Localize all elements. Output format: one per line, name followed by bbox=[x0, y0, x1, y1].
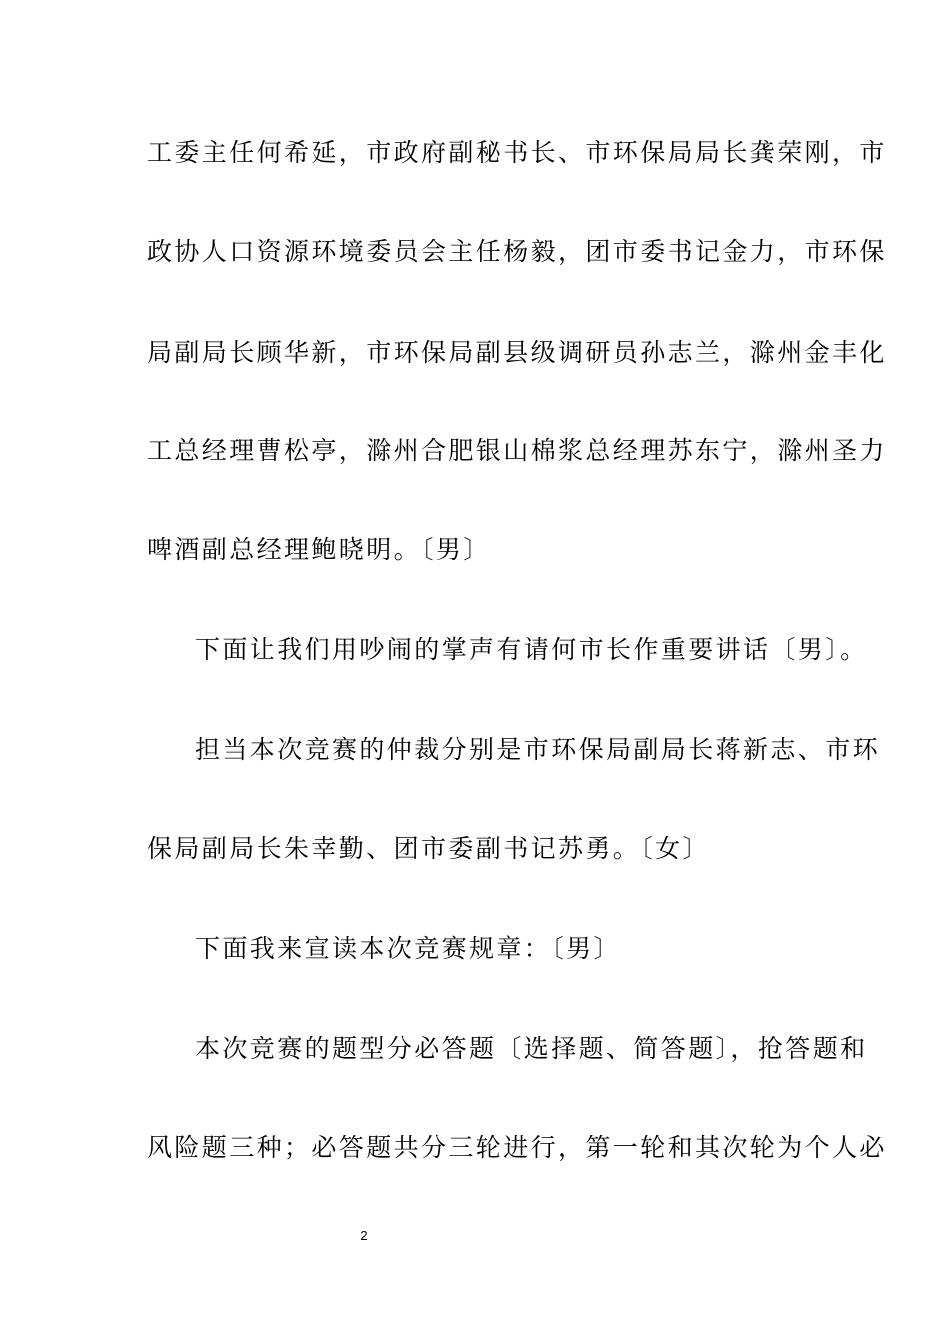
text-line: 保局副局长朱幸勤、团市委副书记苏勇。〔女〕 bbox=[147, 834, 710, 863]
text-line: 工总经理曹松亭，滁州合肥银山棉浆总经理苏东宁，滁州圣力 bbox=[147, 436, 887, 465]
text-line: 政协人口资源环境委员会主任杨毅，团市委书记金力，市环保 bbox=[147, 237, 887, 266]
paragraph-first-line: 担当本次竞赛的仲裁分别是市环保局副局长蒋新志、市环 bbox=[195, 735, 881, 764]
paragraph-first-line: 本次竞赛的题型分必答题〔选择题、简答题〕，抢答题和 bbox=[195, 1034, 868, 1063]
page-number: 2 bbox=[360, 1228, 368, 1243]
text-line: 风险题三种；必答题共分三轮进行，第一轮和其次轮为个人必 bbox=[147, 1133, 887, 1162]
text-line: 啤酒副总经理鲍晓明。〔男〕 bbox=[147, 535, 491, 564]
paragraph-first-line: 下面让我们用吵闹的掌声有请何市长作重要讲话〔男〕。 bbox=[195, 635, 868, 664]
text-line: 局副局长顾华新，市环保局副县级调研员孙志兰，滁州金丰化 bbox=[147, 338, 887, 367]
paragraph-first-line: 下面我来宣读本次竞赛规章：〔男〕 bbox=[195, 934, 621, 963]
text-line: 工委主任何希延，市政府副秘书长、市环保局局长龚荣刚，市 bbox=[147, 138, 887, 167]
